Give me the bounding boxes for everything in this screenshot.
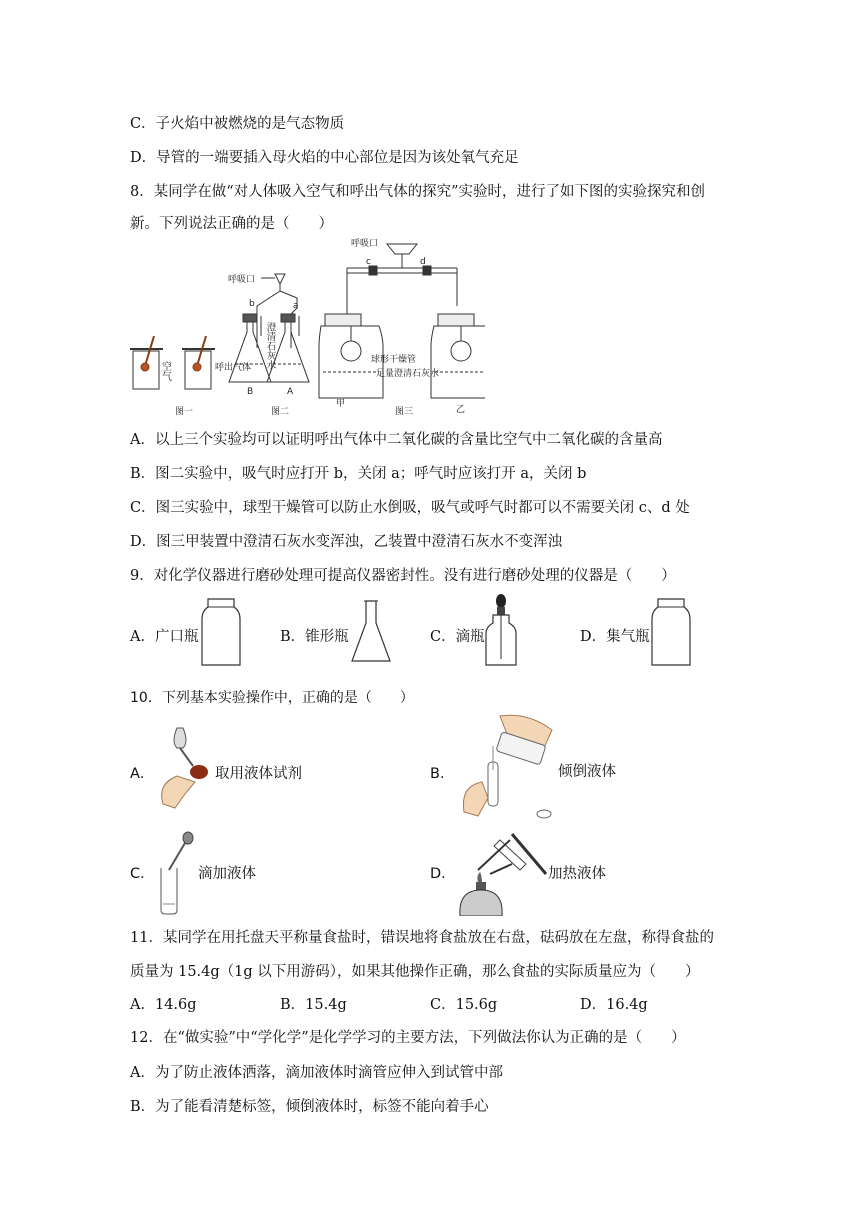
pouring-liquid-icon [460, 712, 560, 820]
fig3-mouth-label: 呼吸口 [351, 239, 379, 249]
q12-option-b: B．为了能看清楚标签，倾倒液体时，标签不能向着手心 [130, 1099, 489, 1115]
fig3-drying-tube-label: 球形干燥管 [371, 355, 417, 365]
q10-d-caption: 加热液体 [548, 866, 606, 882]
fig3-c-label: c [366, 257, 371, 267]
q10-a-caption: 取用液体试剂 [215, 766, 302, 782]
fig2-B-label: B [247, 387, 254, 397]
fig2-mouth-label: 呼吸口 [228, 275, 256, 285]
q10-c-letter: C． [130, 866, 155, 882]
fig2-a-label: a [293, 301, 299, 311]
fig1-caption: 图一 [175, 407, 194, 417]
dropping-liquid-icon [155, 830, 195, 916]
q9-option-b: B．锥形瓶 [280, 629, 349, 645]
fig3-yi-label: 乙 [456, 405, 466, 415]
gas-jar-icon [650, 597, 692, 667]
q8-option-d: D．图三甲装置中澄清石灰水变浑浊，乙装置中澄清石灰水不变浑浊 [130, 534, 563, 550]
q11-stem-line2: 质量为 15.4g（1g 以下用游码），如果其他操作正确，那么食盐的实际质量应为（ ） [130, 964, 700, 980]
q11-option-c: C．15.6g [430, 997, 498, 1013]
fig1-bottle-exhaled [182, 336, 215, 389]
fig1-air-label: 空气 [159, 361, 171, 381]
q8-option-b: B．图二实验中，吸气时应打开 b，关闭 a；呼气时应该打开 a，关闭 b [130, 466, 587, 482]
dropper-bottle-icon [484, 593, 518, 669]
fig1-exhaled-label: 呼出气体 [215, 363, 252, 373]
conical-flask-icon [350, 599, 392, 665]
q9-option-a: A．广口瓶 [130, 629, 199, 645]
q12-stem: 12．在“做实验”中“学化学”是化学学习的主要方法，下列做法你认为正确的是（ ） [130, 1030, 686, 1046]
fig2-caption: 图二 [271, 407, 290, 417]
q10-c-caption: 滴加液体 [198, 866, 256, 882]
q8-figure [125, 236, 485, 418]
wide-mouth-bottle-icon [200, 597, 242, 667]
q10-b-letter: B． [430, 766, 455, 782]
q8-option-c: C．图三实验中，球型干燥管可以防止水倒吸，吸气或呼气时都可以不需要关闭 c、d 处 [130, 500, 690, 516]
q9-stem: 9．对化学仪器进行磨砂处理可提高仪器密封性。没有进行磨砂处理的仪器是（ ） [130, 568, 676, 584]
q9-option-d: D．集气瓶 [580, 629, 650, 645]
q10-stem: 10．下列基本实验操作中，正确的是（ ） [130, 690, 414, 706]
q11-option-a: A．14.6g [130, 997, 197, 1013]
q10-d-letter: D． [430, 866, 456, 882]
heating-liquid-icon [450, 830, 550, 916]
pipette-hand-icon [155, 724, 215, 810]
fig3-d-label: d [420, 257, 426, 267]
q11-option-b: B．15.4g [280, 997, 347, 1013]
fig2-b-label: b [249, 299, 255, 309]
q10-a-letter: A． [130, 766, 155, 782]
q7-option-d: D．导管的一端要插入母火焰的中心部位是因为该处氧气充足 [130, 150, 519, 166]
fig3-limewater-label: 足量澄清石灰水 [376, 369, 440, 379]
q10-b-caption: 倾倒液体 [558, 764, 616, 780]
q8-stem-line1: 8．某同学在做“对人体吸入空气和呼出气体的探究”实验时，进行了如下图的实验探究和创 [130, 184, 706, 200]
fig3-caption: 图三 [395, 407, 414, 417]
q9-option-c: C．滴瓶 [430, 629, 485, 645]
fig3-jia-label: 甲 [336, 399, 346, 409]
q12-option-a: A．为了防止液体洒落，滴加液体时滴管应伸入到试管中部 [130, 1065, 503, 1081]
fig1-bottle-air [130, 336, 163, 389]
q7-option-c: C．子火焰中被燃烧的是气态物质 [130, 116, 345, 132]
fig2-limewater-label: 澄清石灰水 [264, 322, 276, 370]
fig2-A-label: A [287, 387, 294, 397]
q11-option-d: D．16.4g [580, 997, 648, 1013]
q11-stem-line1: 11．某同学在用托盘天平称量食盐时，错误地将食盐放在右盘，砝码放在左盘，称得食盐的 [130, 930, 714, 946]
q8-stem-line2: 新。下列说法正确的是（ ） [130, 216, 333, 232]
q8-option-a: A．以上三个实验均可以证明呼出气体中二氧化碳的含量比空气中二氧化碳的含量高 [130, 432, 663, 448]
